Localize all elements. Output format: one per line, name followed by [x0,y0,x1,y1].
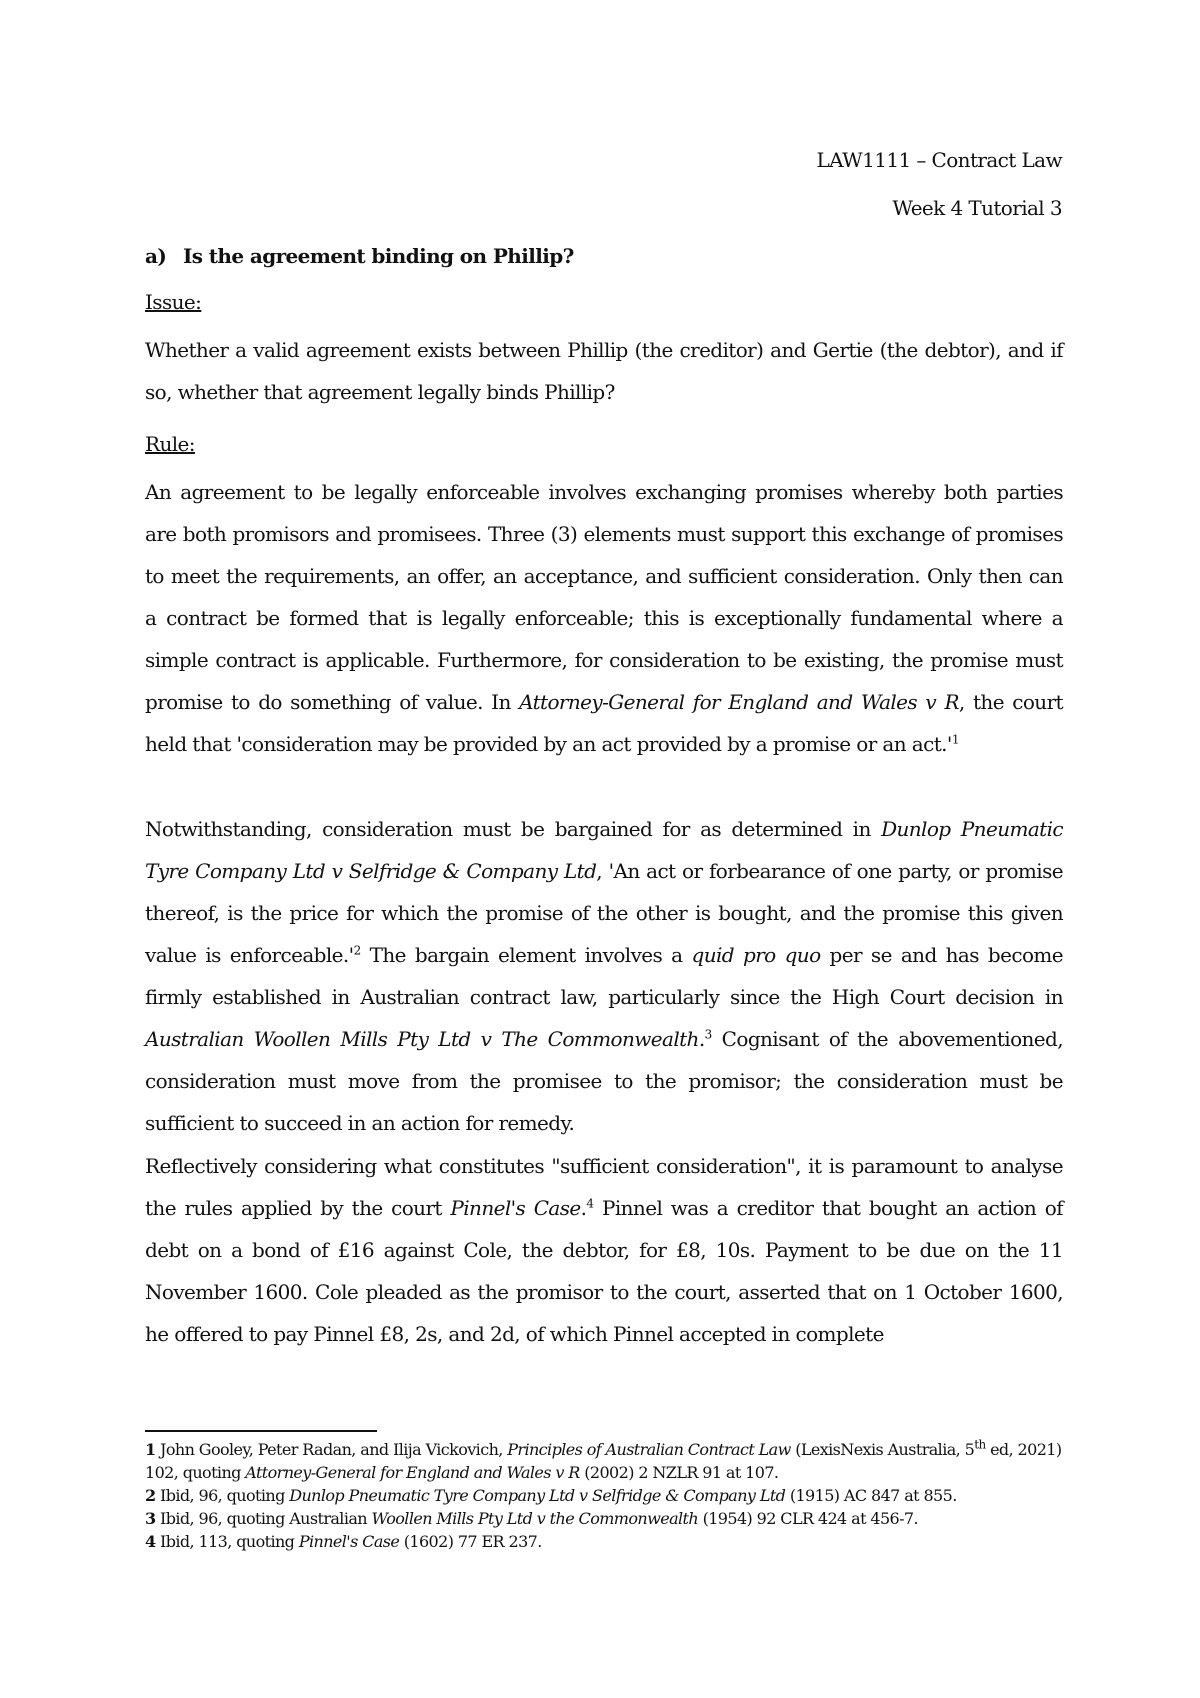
question-text: Is the agreement binding on Phillip? [183,244,574,268]
question-heading [145,244,1063,268]
footnote-4 [145,1530,1065,1553]
rule-p2-text-d: per se and has become firmly established in Australian contract law, particularly since the High Court decision in [145,943,1063,1009]
case-name: Attorney-General for England and Wales v R [245,1463,580,1482]
rule-p2-text-e: . [698,1027,705,1051]
rule-p2-text-f: Cognisant of the abovementioned, consideration must move from the promisee to the promisor; the consideration must be sufficient to succeed in an action for remedy. [145,1027,1063,1135]
footnote-number: 4 [145,1532,156,1551]
footnote-number: 2 [145,1486,156,1505]
footnote-number: 1 [145,1440,156,1459]
rule-p1-text-b: , the court held that 'consideration may be provided by an act provided by a promise or an act.' [145,690,1063,756]
course-title: LAW1111 – Contract Law [816,148,1062,172]
rule-p3-text-a: Reflectively considering what constitutes "sufficient consideration", it is paramount to analyse the rules applied by the court [145,1154,1063,1220]
case-name: Woollen Mills Pty Ltd v the Commonwealth [371,1509,699,1528]
rule-paragraph-2 [145,808,1063,1144]
footnote-divider [145,1430,377,1432]
rule-paragraph-1 [145,471,1063,765]
rule-p1-text-a: An agreement to be legally enforceable involves exchanging promises whereby both parties are both promisors and promisees. Three (3) elements must support this exchange of promises to meet the requirements, an offer, an acceptance, and sufficient consideration. Only then can a contract be formed that is legally enforceable; this is exceptionally fundamental where a simple contract is applicable. Furthermore, for consideration to be existing, the promise must promise to do something of value. In [145,480,1063,714]
footnote-ref-2[interactable]: 2 [353,943,361,958]
tutorial-label: Week 4 Tutorial 3 [892,196,1062,220]
footnote-2 [145,1484,1065,1507]
footnote-text: (1602) 77 ER 237. [399,1532,542,1551]
footnote-text: Ibid, 113, quoting [155,1532,299,1551]
footnote-ref-3[interactable]: 3 [704,1027,712,1042]
case-name: Dunlop Pneumatic Tyre Company Ltd v Selfridge & Company Ltd [145,817,1063,883]
rule-paragraph-3 [145,1145,1063,1355]
footnote-text: Ibid, 96, quoting Australian [155,1509,372,1528]
latin-phrase: quid pro quo [691,943,821,967]
rule-p2-text-c: The bargain element involves a [360,943,692,967]
issue-paragraph: Whether a valid agreement exists between Phillip (the creditor) and Gertie (the debtor), and if so, whether that agreement legally binds Phillip? [145,338,1063,404]
rule-p3-text-c: Pinnel was a creditor that bought an action of debt on a bond of £16 against Cole, the debtor, for £8, 10s. Payment to be due on the 11 November 1600. Cole pleaded as the promisor to the court, asserted that on 1 October 1600, he offered to pay Pinnel £8, 2s, and 2d, of which Pinnel accepted in complete [145,1196,1063,1346]
case-name: Attorney-General for England and Wales v R [519,690,959,714]
footnote-ref-1[interactable]: 1 [951,732,959,747]
issue-label: Issue: [145,290,202,314]
footnote-text: (2002) 2 NZLR 91 at 107. [579,1463,779,1482]
ordinal-suffix: th [974,1437,986,1452]
footnote-3 [145,1507,1065,1530]
footnote-ref-4[interactable]: 4 [586,1196,594,1211]
footnote-text: ed, 2021) 102, quoting [145,1440,1062,1482]
rule-p2-text-a: Notwithstanding, consideration must be bargained for as determined in [145,817,882,841]
footnote-text: (LexisNexis Australia, 5 [790,1440,975,1459]
footnote-text: Ibid, 96, quoting [155,1486,290,1505]
footnote-1 [145,1438,1065,1484]
case-name: Australian Woollen Mills Pty Ltd v The Commonwealth [145,1027,699,1051]
rule-p3-text-b: . [580,1196,587,1220]
rule-p2-text-b: , 'An act or forbearance of one party, or promise thereof, is the price for which the promise of the other is bought, and the promise this given value is enforceable.' [145,859,1063,967]
footnote-text: (1954) 92 CLR 424 at 456-7. [698,1509,918,1528]
book-title: Principles of Australian Contract Law [507,1440,791,1459]
footnote-text: John Gooley, Peter Radan, and Ilija Vickovich, [155,1440,508,1459]
footnote-text: (1915) AC 847 at 855. [785,1486,957,1505]
rule-label: Rule: [145,432,195,456]
footnotes [145,1438,1065,1553]
question-number: a) [145,244,167,268]
case-name: Pinnel's Case [298,1532,400,1551]
case-name: Pinnel's Case [450,1196,581,1220]
footnote-number: 3 [145,1509,156,1528]
case-name: Dunlop Pneumatic Tyre Company Ltd v Selfridge & Company Ltd [289,1486,786,1505]
